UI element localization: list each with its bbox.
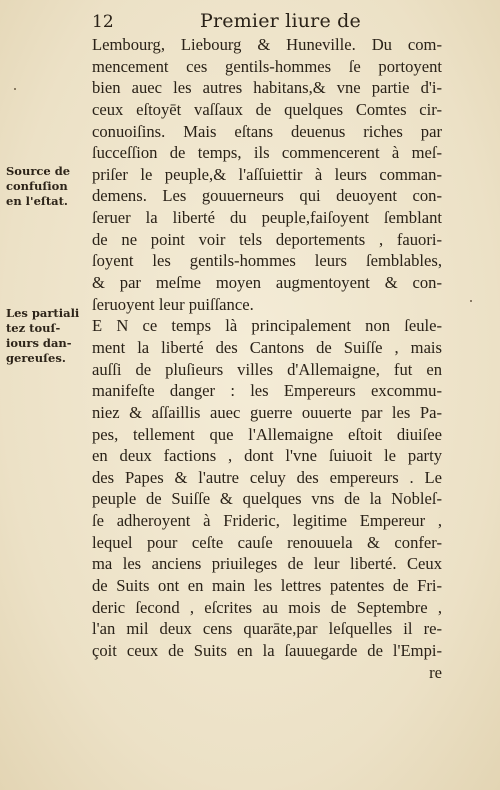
- text-line: pes, tellement que l'Allemaigne eſtoit diuiſee: [92, 424, 442, 444]
- text-line: & par meſme moyen augmentoyent & con-: [92, 273, 442, 293]
- text-line: mencement ces gentils-hommes ſe portoyent: [92, 56, 442, 76]
- text-line: ſucceſſion de temps, ils commencerent à meſ-: [92, 143, 442, 163]
- paper-speck: [470, 300, 472, 302]
- margin-note-line: Les partiali: [6, 306, 80, 320]
- text-line: ceux eſtoyēt vaſſaux de quelques Comtes cir-: [92, 99, 442, 119]
- text-line: l'an mil deux cens quarāte,par leſquelles il re-: [92, 619, 442, 639]
- text-line: de Suits ont en main les lettres patentes de Fri-: [92, 576, 442, 596]
- text-line: ſoyent les gentils-hommes leurs ſemblables,: [92, 251, 442, 271]
- text-line: de ne point voir tels deportements , fauori-: [92, 229, 442, 249]
- margin-note-partialites: [6, 306, 90, 366]
- margin-note-line: Source de: [6, 164, 71, 178]
- text-line: manifeſte danger : les Empereurs excommu-: [92, 381, 442, 401]
- margin-note-source-confusion: [6, 164, 90, 209]
- catchword: re: [429, 662, 442, 682]
- text-line: ſeruer la liberté du peuple,faiſoyent ſemblant: [92, 208, 442, 228]
- margin-note-line: gereuſes.: [6, 351, 66, 365]
- margin-note-line: confuſion: [6, 179, 68, 193]
- page-header: [92, 10, 452, 36]
- body-text: [92, 34, 442, 683]
- text-line: niez & aſſaillis auec guerre ouuerte par les Pa-: [92, 402, 442, 422]
- margin-note-line: iours dan-: [6, 336, 72, 350]
- text-line: çoit ceux de Suits en la ſauuegarde de l'Empi-: [92, 640, 442, 660]
- text-line: E N ce temps là principalement non ſeule-: [92, 316, 442, 336]
- text-line: deric ſecond , eſcrites au mois de Septembre ,: [92, 597, 442, 617]
- text-line: des Papes & l'autre celuy des empereurs . Le: [92, 467, 442, 487]
- text-line: ma les anciens priuileges de leur liberté. Ceux: [92, 554, 442, 574]
- running-title: Premier liure de: [200, 10, 361, 32]
- text-line: ſe adheroyent à Frideric, legitime Empereur ,: [92, 511, 442, 531]
- text-line: priſer le peuple,& l'aſſuiettir à leurs comman-: [92, 164, 442, 184]
- text-line: ſeruoyent leur puiſſance.: [92, 294, 254, 314]
- text-line: lequel pour ceſte cauſe renouuela & confer-: [92, 532, 442, 552]
- margin-note-line: en l'eſtat.: [6, 194, 68, 208]
- text-line: en deux factions , dont l'vne ſuiuoit le party: [92, 446, 442, 466]
- text-line: Lembourg, Liebourg & Huneville. Du com-: [92, 35, 442, 54]
- page-number: 12: [92, 12, 114, 32]
- paper-speck: [14, 88, 16, 90]
- text-line: bien auec les autres habitans,& vne partie d'i-: [92, 78, 442, 98]
- text-line: auſſi de pluſieurs villes d'Allemaigne, fut en: [92, 359, 442, 379]
- text-line: ment la liberté des Cantons de Suiſſe , mais: [92, 337, 442, 357]
- text-line: peuple de Suiſſe & quelques vns de la Nobleſ-: [92, 489, 442, 509]
- margin-note-line: tez touſ-: [6, 321, 61, 335]
- text-line: conuoiſins. Mais eſtans deuenus riches par: [92, 121, 442, 141]
- text-line: demens. Les gouuerneurs qui deuoyent con-: [92, 186, 442, 206]
